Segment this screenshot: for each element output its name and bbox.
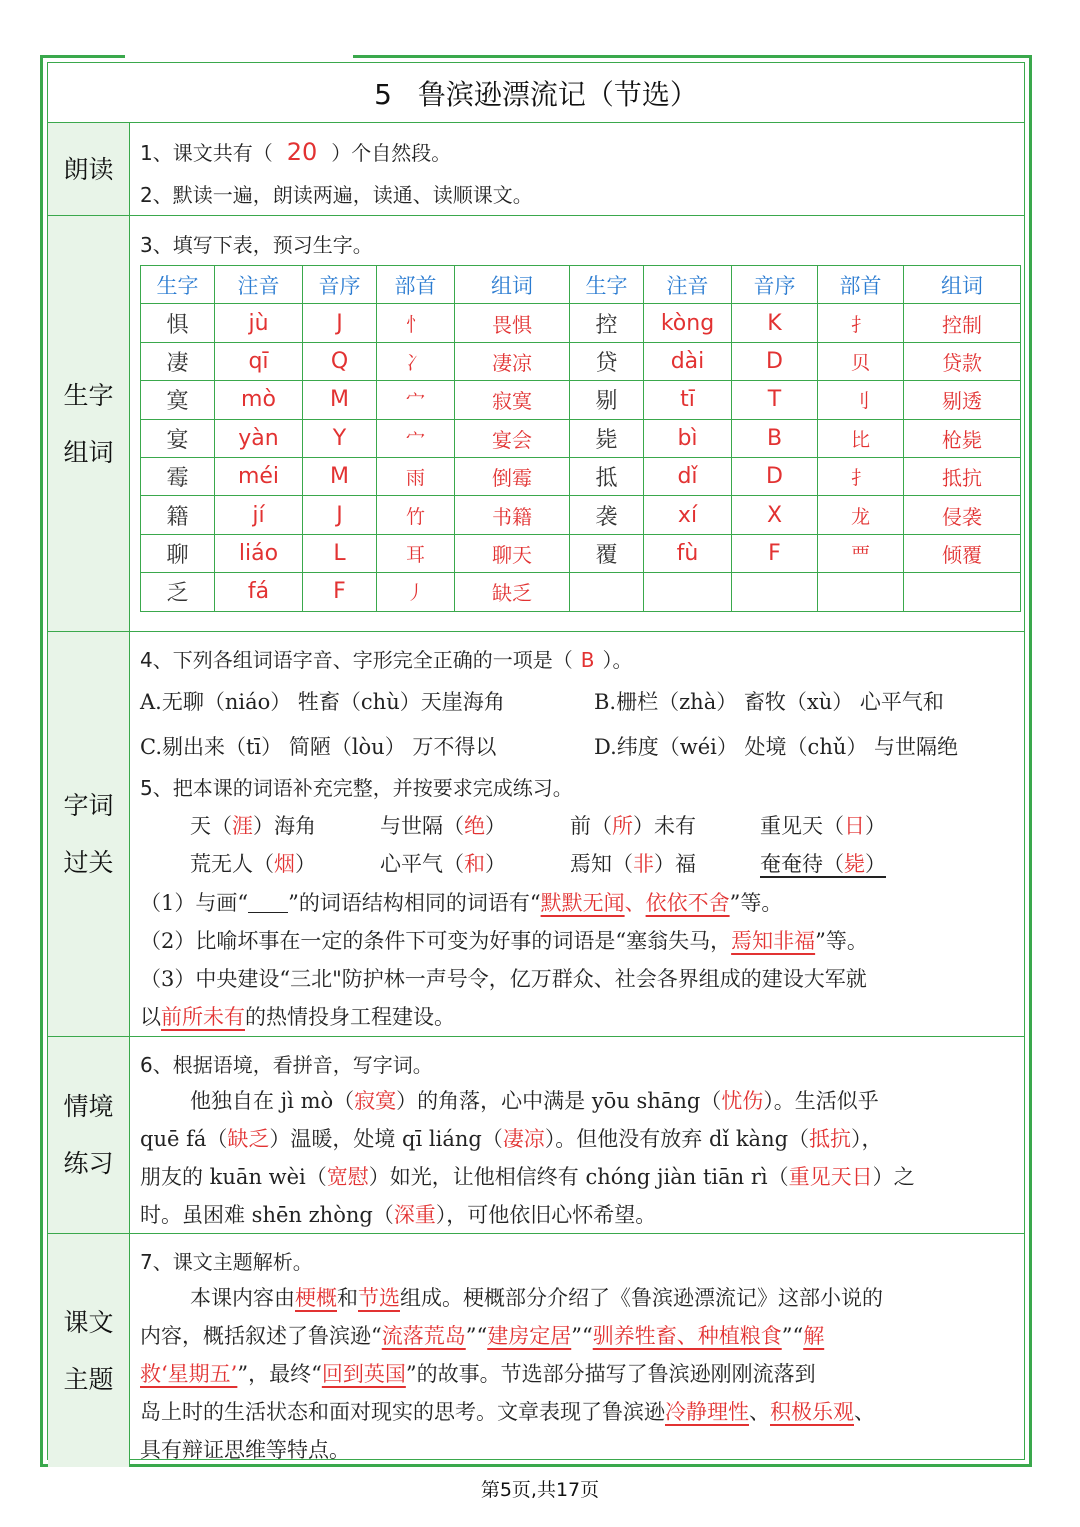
table-cell <box>818 573 904 611</box>
table-row <box>141 534 1021 572</box>
table-row <box>141 419 1021 457</box>
table-cell: 剔 <box>570 381 644 419</box>
table-cell: 寞 <box>141 381 215 419</box>
table-cell: 贷 <box>570 342 644 380</box>
q4: 4、下列各组词语字音、字形完全正确的一项是（ B ）。 <box>140 648 633 672</box>
table-row <box>141 573 1021 611</box>
lesson-title-text: 鲁滨逊漂流记（节选） <box>417 78 698 111</box>
table-cell: 贷款 <box>904 342 1021 380</box>
table-cell: 剔透 <box>904 381 1021 419</box>
table-cell: bì <box>644 419 732 457</box>
table-cell: qī <box>215 342 303 380</box>
table-cell: 宀 <box>377 381 455 419</box>
label-shengzi: 生字 组词 <box>48 216 130 631</box>
table-cell: 霉 <box>141 457 215 495</box>
fill-row-1: 天（涯）海角 与世隔（绝） 前（所）未有 重见天（日） <box>190 814 886 838</box>
table-cell <box>644 573 732 611</box>
table-cell: xí <box>644 496 732 534</box>
label-langdu: 朗读 <box>48 123 130 215</box>
character-table <box>140 265 1021 612</box>
table-cell <box>904 573 1021 611</box>
table-cell: 忄 <box>377 304 455 342</box>
table-cell: L <box>303 534 377 572</box>
sub-question-2: （2）比喻坏事在一定的条件下可变为好事的词语是“塞翁失马，焉知非福”等。 <box>140 929 868 953</box>
table-row <box>141 342 1021 380</box>
table-cell: 比 <box>818 419 904 457</box>
table-cell: 冫 <box>377 342 455 380</box>
table-cell: 毙 <box>570 419 644 457</box>
q6: 6、根据语境，看拼音，写字词。 <box>140 1053 433 1077</box>
section-zhuti <box>48 1234 1024 1467</box>
lesson-number: 5 <box>374 78 392 111</box>
table-cell: 贝 <box>818 342 904 380</box>
table-cell: 雨 <box>377 457 455 495</box>
table-cell: fù <box>644 534 732 572</box>
table-cell: 倒霉 <box>455 457 570 495</box>
theme-line-1: 本课内容由梗概和节选组成。梗概部分介绍了《鲁滨逊漂流记》这部小说的 <box>190 1286 883 1310</box>
table-cell: 凄 <box>141 342 215 380</box>
context-line-4: 时。虽困难 shēn zhòng（深重），可他依旧心怀希望。 <box>140 1203 657 1227</box>
section-qingjing <box>48 1037 1024 1234</box>
table-cell: 枪毙 <box>904 419 1021 457</box>
underlined-word: 奄奄待（毙） <box>760 852 886 876</box>
table-cell: F <box>303 573 377 611</box>
table-cell: D <box>732 457 818 495</box>
table-cell: 书籍 <box>455 496 570 534</box>
worksheet-frame <box>40 55 1032 1467</box>
table-cell: K <box>732 304 818 342</box>
q2: 2、默读一遍，朗读两遍，读通、读顺课文。 <box>140 183 533 207</box>
table-cell: D <box>732 342 818 380</box>
option-d: D.纬度（wéi） 处境（chǔ） 与世隔绝 <box>594 735 959 759</box>
label-zici: 字词 过关 <box>48 632 130 1036</box>
context-line-3: 朋友的 kuān wèi（宽慰）如光，让他相信终有 chóng jiàn tiān rì（重见天日）之 <box>140 1165 915 1189</box>
table-cell: 侵袭 <box>904 496 1021 534</box>
table-cell: 覆 <box>570 534 644 572</box>
theme-line-4: 岛上时的生活状态和面对现实的思考。文章表现了鲁滨逊冷静理性、积极乐观、 <box>140 1400 875 1424</box>
table-cell: T <box>732 381 818 419</box>
theme-line-5: 具有辩证思维等特点。 <box>140 1438 350 1462</box>
table-cell: 籍 <box>141 496 215 534</box>
table-header: 生字 注音 音序 部首 组词 生字 注音 音序 部首 组词 <box>141 266 1021 304</box>
table-cell: J <box>303 304 377 342</box>
option-a: A.无聊（niáo） 牲畜（chù）天崖海角 <box>140 690 505 714</box>
table-cell: F <box>732 534 818 572</box>
answer-paragraphs: 20 <box>286 138 318 166</box>
section-zici <box>48 632 1024 1037</box>
context-line-2: quē fá（缺乏）温暖，处境 qī liáng（凄凉）。但他没有放弃 dǐ kàng（抵抗）， <box>140 1127 883 1151</box>
table-cell: J <box>303 496 377 534</box>
answer-q4: B <box>580 648 595 672</box>
table-cell: 乏 <box>141 573 215 611</box>
table-cell: dài <box>644 342 732 380</box>
table-row <box>141 304 1021 342</box>
table-cell: 惧 <box>141 304 215 342</box>
sub-question-1: （1）与画“ ”的词语结构相同的词语有“默默无闻、依依不舍”等。 <box>140 891 783 915</box>
table-cell: Y <box>303 419 377 457</box>
table-cell: X <box>732 496 818 534</box>
q5: 5、把本课的词语补充完整，并按要求完成练习。 <box>140 776 573 800</box>
table-cell: 刂 <box>818 381 904 419</box>
table-cell: 宴会 <box>455 419 570 457</box>
table-cell: liáo <box>215 534 303 572</box>
table-cell: 凄凉 <box>455 342 570 380</box>
table-row <box>141 457 1021 495</box>
sub-question-3a: （3）中央建设“三北"防护林一声号令，亿万群众、社会各界组成的建设大军就 <box>140 967 867 991</box>
option-b: B.栅栏（zhà） 畜牧（xù） 心平气和 <box>594 690 944 714</box>
lesson-title <box>48 63 1024 123</box>
page-number: 第5页,共17页 <box>480 1479 600 1501</box>
frame-inner <box>47 62 1025 1460</box>
table-cell: 聊 <box>141 534 215 572</box>
table-cell <box>570 573 644 611</box>
table-cell: 扌 <box>818 304 904 342</box>
table-cell: 控 <box>570 304 644 342</box>
label-qingjing: 情境 练习 <box>48 1037 130 1233</box>
table-cell: fá <box>215 573 303 611</box>
table-cell: M <box>303 457 377 495</box>
table-cell: 宴 <box>141 419 215 457</box>
table-cell: 控制 <box>904 304 1021 342</box>
table-cell: 抵 <box>570 457 644 495</box>
table-cell: 畏惧 <box>455 304 570 342</box>
section-langdu <box>48 123 1024 216</box>
theme-line-3: 救‘星期五’”，最终“回到英国”的故事。节选部分描写了鲁滨逊刚刚流落到 <box>140 1362 816 1386</box>
table-cell: 聊天 <box>455 534 570 572</box>
theme-line-2: 内容，概括叙述了鲁滨逊“流落荒岛”“建房定居”“驯养牲畜、种植粮食”“解 <box>140 1324 825 1348</box>
table-cell: mò <box>215 381 303 419</box>
q7: 7、课文主题解析。 <box>140 1250 313 1274</box>
table-cell: 龙 <box>818 496 904 534</box>
table-cell: M <box>303 381 377 419</box>
table-cell: 寂寞 <box>455 381 570 419</box>
q1: 1、课文共有（ 20 ）个自然段。 <box>140 138 452 166</box>
label-zhuti: 课文 主题 <box>48 1234 130 1467</box>
table-row <box>141 381 1021 419</box>
table-cell: tī <box>644 381 732 419</box>
section-shengzi <box>48 216 1024 632</box>
table-cell: 丿 <box>377 573 455 611</box>
table-cell: jí <box>215 496 303 534</box>
table-cell: méi <box>215 457 303 495</box>
table-cell: 扌 <box>818 457 904 495</box>
context-line-1: 他独自在 jì mò（寂寞）的角落，心中满是 yōu shāng（忧伤）。生活似乎 <box>190 1089 879 1113</box>
table-cell: 倾覆 <box>904 534 1021 572</box>
q3: 3、填写下表，预习生字。 <box>140 233 373 257</box>
table-cell: 竹 <box>377 496 455 534</box>
table-row <box>141 496 1021 534</box>
table-cell: B <box>732 419 818 457</box>
table-cell: 袭 <box>570 496 644 534</box>
sub-question-3b: 以前所未有的热情投身工程建设。 <box>140 1005 455 1029</box>
table-cell: 抵抗 <box>904 457 1021 495</box>
table-cell <box>732 573 818 611</box>
table-cell: 覀 <box>818 534 904 572</box>
table-cell: 缺乏 <box>455 573 570 611</box>
table-cell: yàn <box>215 419 303 457</box>
option-c: C.剔出来（tī） 简陋（lòu） 万不得以 <box>140 735 497 759</box>
table-cell: kòng <box>644 304 732 342</box>
fill-row-2: 荒无人（烟） 心平气（和） 焉知（非）福 奄奄待（毙） <box>190 848 886 878</box>
table-cell: jù <box>215 304 303 342</box>
table-cell: 耳 <box>377 534 455 572</box>
table-cell: Q <box>303 342 377 380</box>
table-cell: 宀 <box>377 419 455 457</box>
table-cell: dǐ <box>644 457 732 495</box>
